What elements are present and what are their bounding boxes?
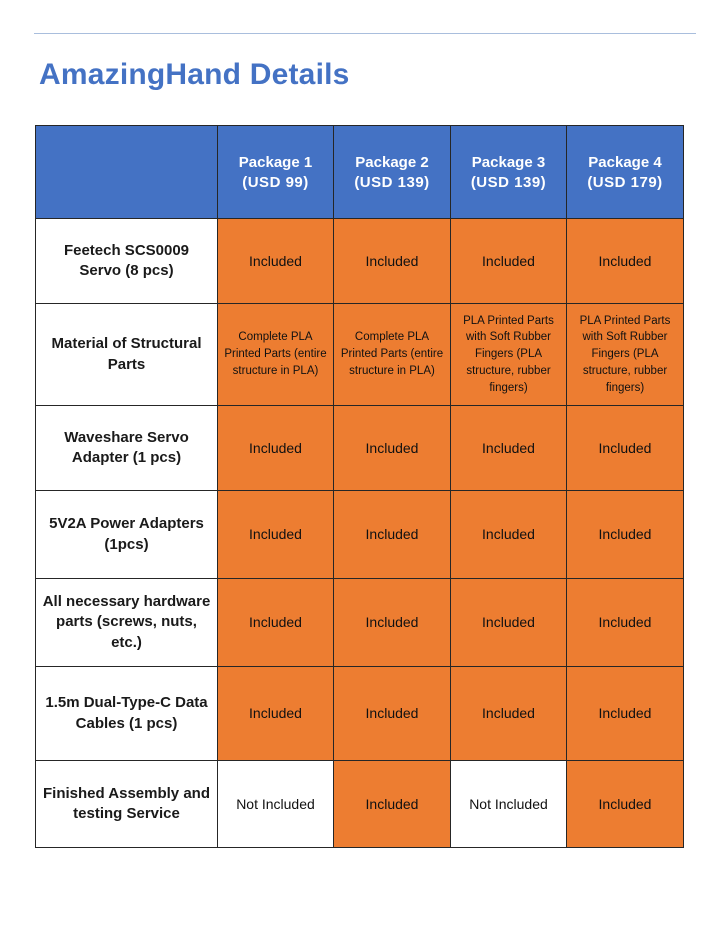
cell-power-adapter-package-4: Included <box>567 491 684 579</box>
cell-hardware-package-4: Included <box>567 579 684 667</box>
package-3-name: Package 3 <box>471 153 546 171</box>
row-label-material: Material of Structural Parts <box>36 304 218 406</box>
header-package-4 <box>567 126 684 219</box>
cell-data-cables-package-4: Included <box>567 667 684 761</box>
top-divider-rule <box>34 33 696 34</box>
table-row-data-cables <box>36 667 684 761</box>
cell-servo-adapter-package-3: Included <box>451 406 567 491</box>
cell-hardware-package-1: Included <box>218 579 334 667</box>
row-label-data-cables: 1.5m Dual-Type-C Data Cables (1 pcs) <box>36 667 218 761</box>
cell-material-package-4: PLA Printed Parts with Soft Rubber Fingers (PLA structure, rubber fingers) <box>567 304 684 406</box>
cell-data-cables-package-1: Included <box>218 667 334 761</box>
cell-servo-adapter-package-4: Included <box>567 406 684 491</box>
cell-assembly-service-package-3: Not Included <box>451 761 567 848</box>
table-row-servo <box>36 219 684 304</box>
cell-assembly-service-package-2: Included <box>334 761 451 848</box>
cell-servo-package-1: Included <box>218 219 334 304</box>
cell-servo-package-3: Included <box>451 219 567 304</box>
header-package-1 <box>218 126 334 219</box>
cell-power-adapter-package-1: Included <box>218 491 334 579</box>
cell-hardware-package-3: Included <box>451 579 567 667</box>
cell-hardware-package-2: Included <box>334 579 451 667</box>
package-3-price: (USD 139) <box>470 173 547 191</box>
row-label-power-adapter: 5V2A Power Adapters (1pcs) <box>36 491 218 579</box>
cell-data-cables-package-2: Included <box>334 667 451 761</box>
table-row-servo-adapter <box>36 406 684 491</box>
table-row-assembly-service <box>36 761 684 848</box>
package-comparison-table <box>35 125 684 848</box>
row-label-assembly-service: Finished Assembly and testing Service <box>36 761 218 848</box>
cell-data-cables-package-3: Included <box>451 667 567 761</box>
package-4-name: Package 4 <box>588 153 662 171</box>
cell-material-package-3: PLA Printed Parts with Soft Rubber Fingers (PLA structure, rubber fingers) <box>451 304 567 406</box>
cell-power-adapter-package-2: Included <box>334 491 451 579</box>
cell-power-adapter-package-3: Included <box>451 491 567 579</box>
cell-assembly-service-package-1: Not Included <box>218 761 334 848</box>
cell-assembly-service-package-4: Included <box>567 761 684 848</box>
cell-servo-package-2: Included <box>334 219 451 304</box>
cell-material-package-2: Complete PLA Printed Parts (entire structure in PLA) <box>334 304 451 406</box>
row-label-servo: Feetech SCS0009 Servo (8 pcs) <box>36 219 218 304</box>
package-4-price: (USD 179) <box>587 173 663 191</box>
row-label-hardware: All necessary hardware parts (screws, nuts, etc.) <box>36 579 218 667</box>
package-2-name: Package 2 <box>355 153 429 171</box>
table-row-power-adapter <box>36 491 684 579</box>
page-title: AmazingHand Details <box>39 58 350 91</box>
table-header-row <box>36 126 684 219</box>
package-1-name: Package 1 <box>238 153 313 171</box>
package-1-price: (USD 99) <box>242 173 309 191</box>
package-2-price: (USD 139) <box>354 173 430 191</box>
table-row-hardware <box>36 579 684 667</box>
cell-material-package-1: Complete PLA Printed Parts (entire structure in PLA) <box>218 304 334 406</box>
cell-servo-package-4: Included <box>567 219 684 304</box>
header-corner-cell <box>36 126 218 219</box>
header-package-2 <box>334 126 451 219</box>
table-row-material <box>36 304 684 406</box>
row-label-servo-adapter: Waveshare Servo Adapter (1 pcs) <box>36 406 218 491</box>
cell-servo-adapter-package-1: Included <box>218 406 334 491</box>
header-package-3 <box>451 126 567 219</box>
cell-servo-adapter-package-2: Included <box>334 406 451 491</box>
